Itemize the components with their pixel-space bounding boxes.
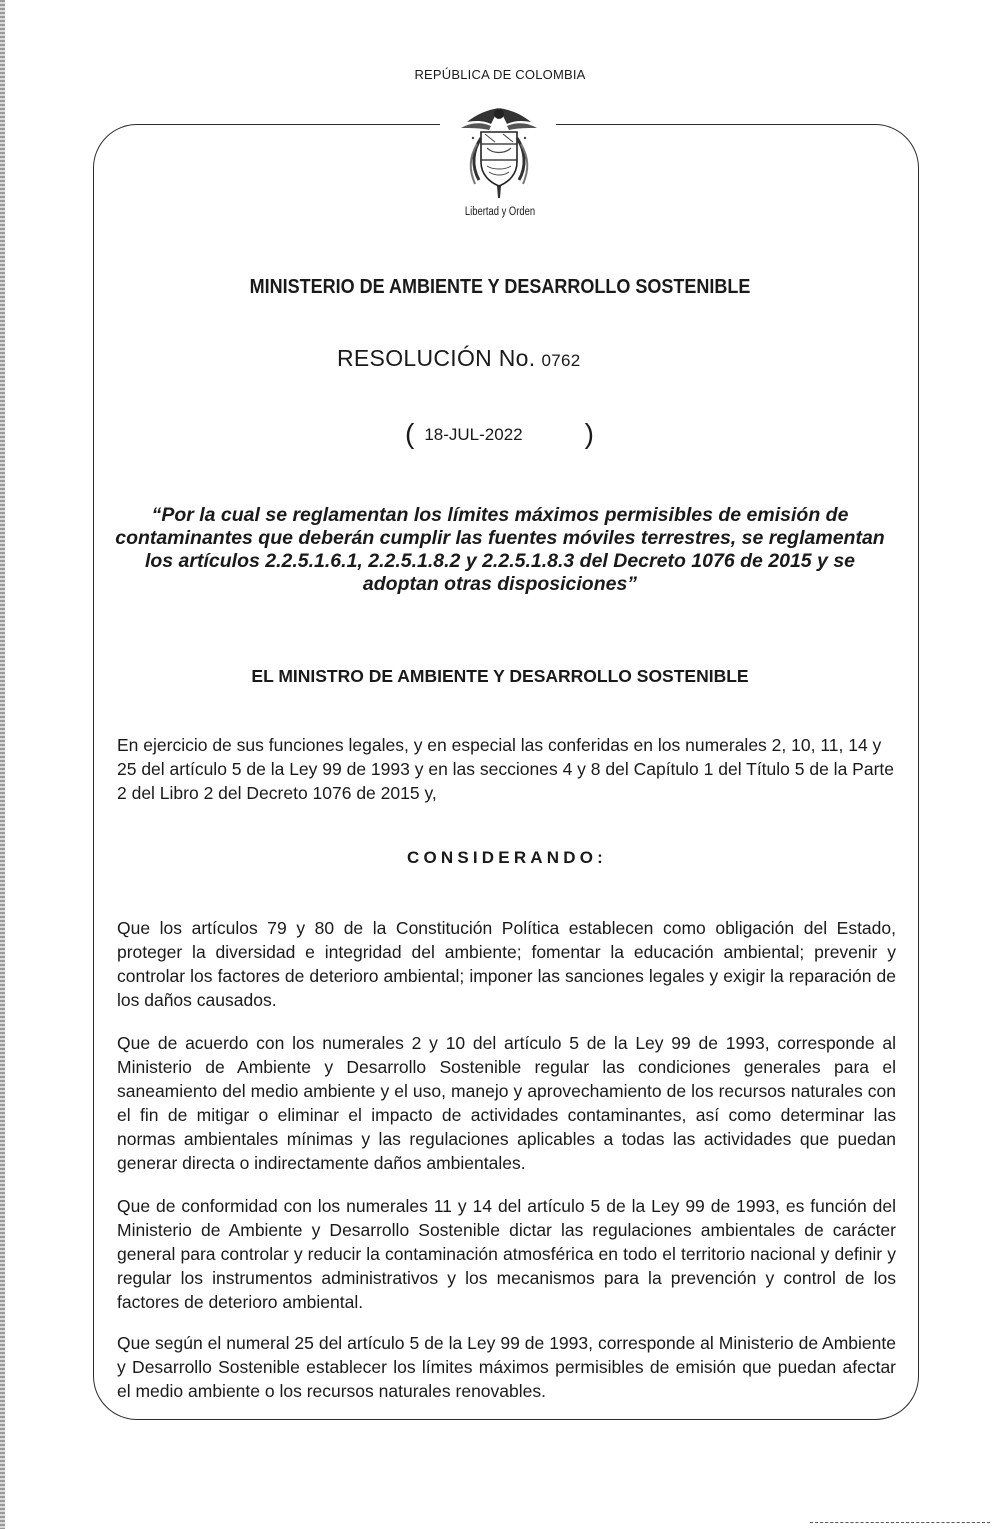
resolution-date: 18-JUL-2022 bbox=[424, 425, 523, 444]
resolution-date-line bbox=[405, 418, 594, 450]
considerando-paragraph: Que de acuerdo con los numerales 2 y 10 del artículo 5 de la Ley 99 de 1993, corresponde al Ministerio de Ambiente y Desarrollo Sostenible regular las condiciones generales para el saneamiento del medio ambiente y el uso, manejo y aprovechamiento de los recursos naturales con el fin de mitigar o eliminar el impacto de actividades contaminantes, así como determinar las normas ambientales mínimas y las regulaciones aplicables a todas las actividades que puedan generar directa o indirectamente daños ambientales. bbox=[117, 1033, 896, 1173]
page-footer-line bbox=[810, 1522, 990, 1523]
resolution-number-line bbox=[337, 345, 581, 372]
colombia-coat-of-arms-icon bbox=[447, 104, 551, 204]
considerando-heading: CONSIDERANDO: bbox=[406, 848, 608, 867]
resolution-subject: “Por la cual se reglamentan los límites máximos permisibles de emisión de contaminantes que deberán cumplir las fuentes móviles terrestres, se reglamentan los artículos 2.2.5.1.6.1, 2.2.5.1.8.2 y 2.2.5.1.8.3 del Decreto 1076 de 2015 y se adoptan otras disposiciones” bbox=[115, 504, 885, 595]
considerando-paragraph: Que según el numeral 25 del artículo 5 de la Ley 99 de 1993, corresponde al Ministerio de Ambiente y Desarrollo Sostenible establecer los límites máximos permisibles de emisión que puedan afectar el medio ambiente o los recursos naturales renovables. bbox=[117, 1333, 896, 1401]
exercise-paragraph: En ejercicio de sus funciones legales, y en especial las conferidas en los numerales 2, 10, 11, 14 y 25 del artículo 5 de la Ley 99 de 1993 y en las secciones 4 y 8 del Capítulo 1 del Título 5 de la Parte 2 del Libro 2 del Decreto 1076 de 2015 y, bbox=[117, 735, 894, 803]
minister-heading: EL MINISTRO DE AMBIENTE Y DESARROLLO SOSTENIBLE bbox=[251, 666, 749, 686]
considerando-paragraph: Que los artículos 79 y 80 de la Constitución Política establecen como obligación del Estado, proteger la diversidad e integridad del ambiente; fomentar la educación ambiental; prevenir y controlar los factores de deterioro ambiental; imponer las sanciones legales y exigir la reparación de los daños causados. bbox=[117, 918, 896, 1010]
scan-edge bbox=[0, 0, 5, 1529]
resolution-number: 0762 bbox=[541, 351, 581, 370]
ministry-heading: MINISTERIO DE AMBIENTE Y DESARROLLO SOSTENIBLE bbox=[249, 276, 751, 298]
national-motto: Libertad y Orden bbox=[464, 206, 536, 218]
considerando-paragraph: Que de conformidad con los numerales 11 y 14 del artículo 5 de la Ley 99 de 1993, es función del Ministerio de Ambiente y Desarrollo Sostenible dictar las regulaciones ambientales de carácter general para controlar y reducir la contaminación atmosférica en todo el territorio nacional y definir y regular los instrumentos administrativos y los mecanismos para la prevención y control de los factores de deterioro ambiental. bbox=[117, 1196, 896, 1312]
country-heading: REPÚBLICA DE COLOMBIA bbox=[414, 67, 586, 82]
resolution-label: RESOLUCIÓN No. bbox=[337, 345, 536, 371]
close-paren: ) bbox=[584, 418, 594, 449]
open-paren: ( bbox=[405, 418, 415, 449]
